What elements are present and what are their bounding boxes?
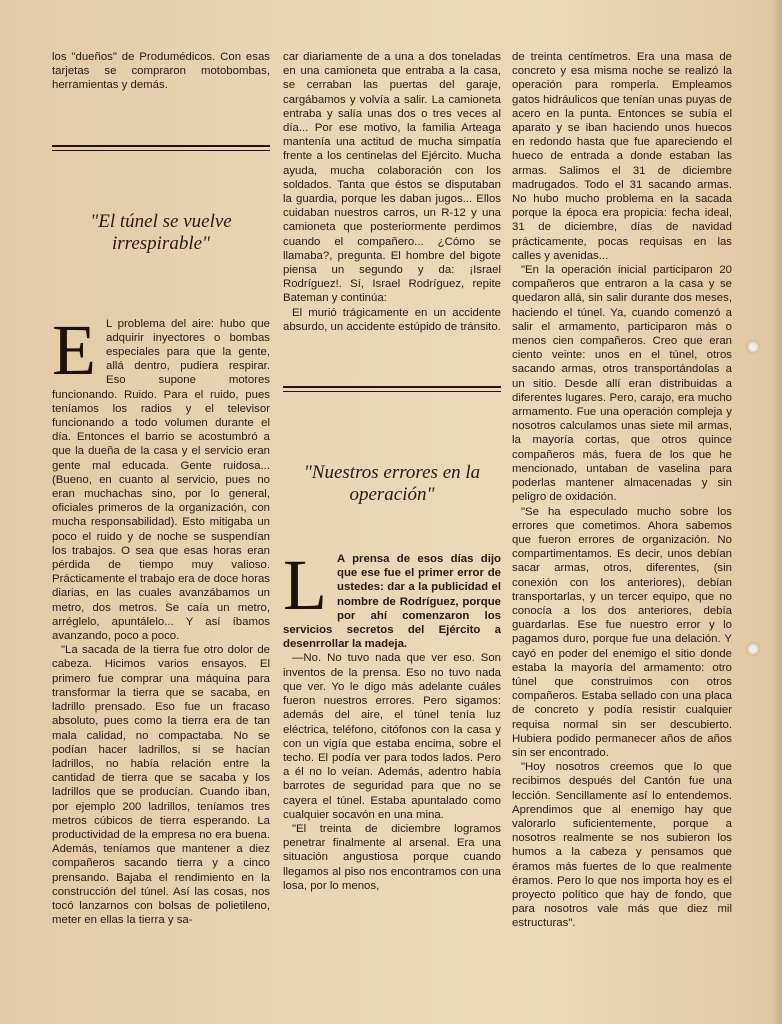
paragraph: L problema del aire: hubo que adquirir inyectores o bombas especiales para que la gente, allá dentro, pudiera respirar. Eso supone motores funcionando. Ruido. Para el ruido, pues teníamos los radios y el televisor funcionando a todo volumen durante el día. Entonces el barrio se acostumbró a que la dueña de la casa y el servicio eran gente mal educada. Gente ruidosa... (Bueno, en cuanto al servicio, pues no eran muchachas sino, por lo general, oficiales primeros de la organización, con mucha responsabilidad). Esto mitigaba un poco el ruido y de noche se suspendían los trabajos. O sea que esas horas eran pérdida de tiempo muy valioso. Prácticamente el trabajo era de doce horas diarias, en las cuales avanzábamos un metro, dos metros. Se caía un metro, arréglelo, apuntálelo... Y así íbamos avanzando, poco a poco. [52, 317, 270, 643]
paragraph: —No. No tuvo nada que ver eso. Son inventos de la prensa. Eso no tuvo nada que ver. Yo le digo más adelante cuáles fueron nuestros errores. Pero sigamos: además del aire, el túnel tenía luz eléctrica, teléfono, citófonos con la casa y con un vigía que estaba encima, sobre el techo. El podía ver para todos lados. Pero a él no lo veían. Además, adentro había barrotes de seguridad para que no se cayera el túnel. Estaba apuntalado como cualquier socavón en una mina. [283, 652, 501, 821]
paragraph: car diariamente de a una a dos toneladas en una camioneta que entraba a la casa, se cerraban las puertas del garaje, cargábamos y volvía a salir. La camioneta entraba y salía unas dos o tres veces al día... Por ese motivo, la familia Arteaga mantenía una actitud de mucha simpatía frente a los centinelas del Ejército. Mucha ayuda, mucha colaboración con los soldados. Tanta que éstos se disputaban la guardia, porque les daban jugos... Ellos cuidaban nuestros carros, un R-12 y una camioneta que posteriormente perdimos cuando el compañero... ¿Cómo se llamaba?, pregunta. El hombre del bigote piensa un segundo y da: ¡Israel Rodríguez!. Sí, Israel Rodríguez, repite Bateman y continúa: [283, 51, 501, 305]
paragraph: "El treinta de diciembre logramos penetrar finalmente al arsenal. Era una situación angustiosa porque cuando llegamos al piso nos encontramos con una losa, por lo menos, [283, 822, 501, 892]
paragraph: El murió trágicamente en un accidente absurdo, un accidente estúpido de tránsito. [283, 306, 501, 333]
paragraph: "La sacada de la tierra fue otro dolor de cabeza. Hicimos varios ensayos. El primero fue comprar una máquina para transformar la tierra que se sacaba, en ladrillo prensado. Eso fue un fracaso absoluto, pues como la tierra era de tan mala calidad, no compactaba. No se podían hacer ladrillos, si se hacían ladrillos, no había relación entre la cantidad de tierra que se sacaba y los ladrillos que se producían. Cuando iban, por ejemplo 200 ladrillos, teníamos tres metros cúbicos de tierra esperando. La productividad de la empresa no era buena. Además, teníamos que mantener a diez compañeros sacando tierra y a cinco prensando. Bajaba el rendimiento en la construcción del túnel. Así las cosas, nos tocó lanzarnos con bolsas de polietileno, meter en ellas la tierra y sa- [52, 644, 270, 927]
paragraph: "Se ha especulado mucho sobre los errores que cometimos. Ahora sabemos que fueron errores de organización. No compartimentamos. Es decir, unos debían sacar armas, otros, diferentes, (sin conexión con los anteriores), debían transportarlas, y un tercer equipo, que no conocía a los dos anteriores, debía guardarlas. Ese fue nuestro error y lo pagamos duro, porque fue una delación. Y cayó en poder del enemigo el sitio donde estaba la mayoría del armamento: otro túnel que construimos con otros compañeros. Estaba sellado con una placa de concreto y podía resistir cualquier requisa normal sin ser descubierto. Hubiera podido permanecer años de años sin ser encontrado. [512, 505, 732, 759]
paragraph: A prensa de esos días dijo que ese fue el primer error de ustedes: dar a la publicidad el nombre de Rodríguez, porque por ahí comenzaron los servicios secretos del Ejército a desenrrollar la madeja. [283, 553, 501, 651]
column-2 [283, 50, 501, 893]
drop-cap: E [52, 316, 96, 390]
paragraph: los "dueños" de Produmédicos. Con esas tarjetas se compraron motobombas, herramientas y demás. [52, 51, 270, 92]
drop-cap: L [283, 552, 327, 626]
paragraph: "Hoy nosotros creemos que lo que recibimos después del Cantón fue una lección. Sencillamente así lo entendemos. Aprendimos que al enemigo hay que valorarlo suficientemente, porque a nosotros realmente se nos subieron los humos a la cabeza y pensamos que éramos más fuertes de lo que realmente éramos. Pero lo que nos importa hoy es el proyecto político que hay de fondo, que para nosotros vale más que diez mil estructuras". [512, 761, 732, 930]
drop-cap-paragraph [52, 317, 270, 644]
paragraph: "En la operación inicial participaron 20 compañeros que entraron a la casa y se quedaron allá, sin salir durante dos meses, haciendo el túnel. Ya, cuando comenzó a salir el armamento, participaron más o menos cien compañeros. Creo que eran ciento veinte: unos en el túnel, otros sacando armas, otros transportándolas a un sitio. Desde allí eran distribuidas a diferentes lugares. Pero, carajo, era mucho armamento. Fue una operación compleja y nosotros calculamos unas siete mil armas, la mayoría cortas, que otros quince compañeros más, fuera de los que he mencionado, untaban de vaselina para poderlas mantener almacenadas y sin peligro de oxidación. [512, 264, 732, 504]
page-edge-shadow [772, 0, 782, 1024]
section-heading: "El túnel se vuelve irrespirable" [90, 210, 232, 254]
paragraph: de treinta centímetros. Era una masa de concreto y esa misma noche se realizó la operación para romperla. Empleamos gatos hidráulicos que tenían unas puyas de acero en la punta. Entonces se subía el aparato y se iban haciendo unos huecos en redondo hasta que fue apareciendo el hueco de entrada a donde estaban las armas. Salimos el 31 de diciembre madrugados. Todo el 31 sacando armas. No hubo mucho problema en la sacada porque la época era propicia: fecha ideal, 31 de diciembre, días de navidad prácticamente, pocas requisas en las calles y avenidas... [512, 51, 732, 262]
column-1 [52, 50, 270, 927]
column-3 [512, 50, 732, 931]
binder-hole [746, 340, 760, 354]
drop-cap-paragraph [283, 552, 501, 651]
section-heading: "Nuestros errores en la operación" [303, 462, 481, 506]
binder-hole [746, 642, 760, 656]
